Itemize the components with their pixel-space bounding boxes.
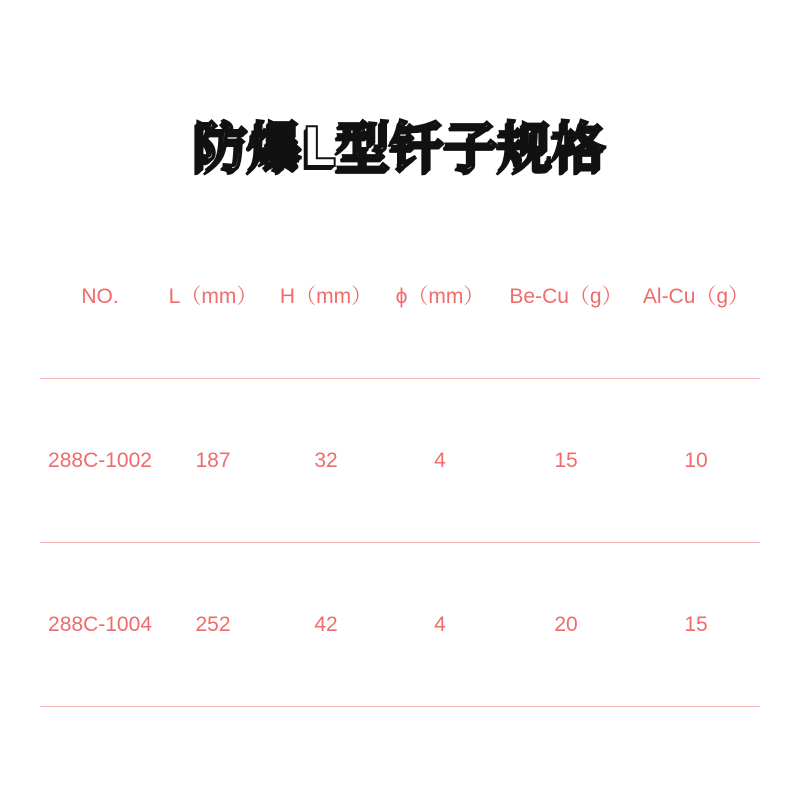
- header-al-cu: Al-Cu（g）: [642, 285, 750, 308]
- header-h: H（mm）: [279, 285, 373, 308]
- cell-be-cu: 15: [554, 449, 578, 472]
- table-header-row: [40, 215, 760, 379]
- header-phi: ϕ（mm）: [395, 285, 485, 308]
- cell-h: 32: [314, 449, 338, 472]
- page-title: 防爆L型钎子规格: [193, 116, 607, 179]
- header-no: NO.: [81, 285, 119, 308]
- spec-table: [40, 215, 760, 707]
- cell-no: 288C-1004: [48, 613, 152, 636]
- cell-no: 288C-1002: [48, 449, 152, 472]
- table-row: [40, 379, 760, 543]
- cell-l: 187: [195, 449, 231, 472]
- divider: [40, 706, 760, 707]
- header-l: L（mm）: [168, 285, 258, 308]
- cell-al-cu: 10: [684, 449, 708, 472]
- table-row: [40, 543, 760, 707]
- cell-h: 42: [314, 613, 338, 636]
- cell-phi: 4: [434, 613, 446, 636]
- cell-phi: 4: [434, 449, 446, 472]
- cell-al-cu: 15: [684, 613, 708, 636]
- header-be-cu: Be-Cu（g）: [509, 285, 623, 308]
- cell-l: 252: [195, 613, 231, 636]
- cell-be-cu: 20: [554, 613, 578, 636]
